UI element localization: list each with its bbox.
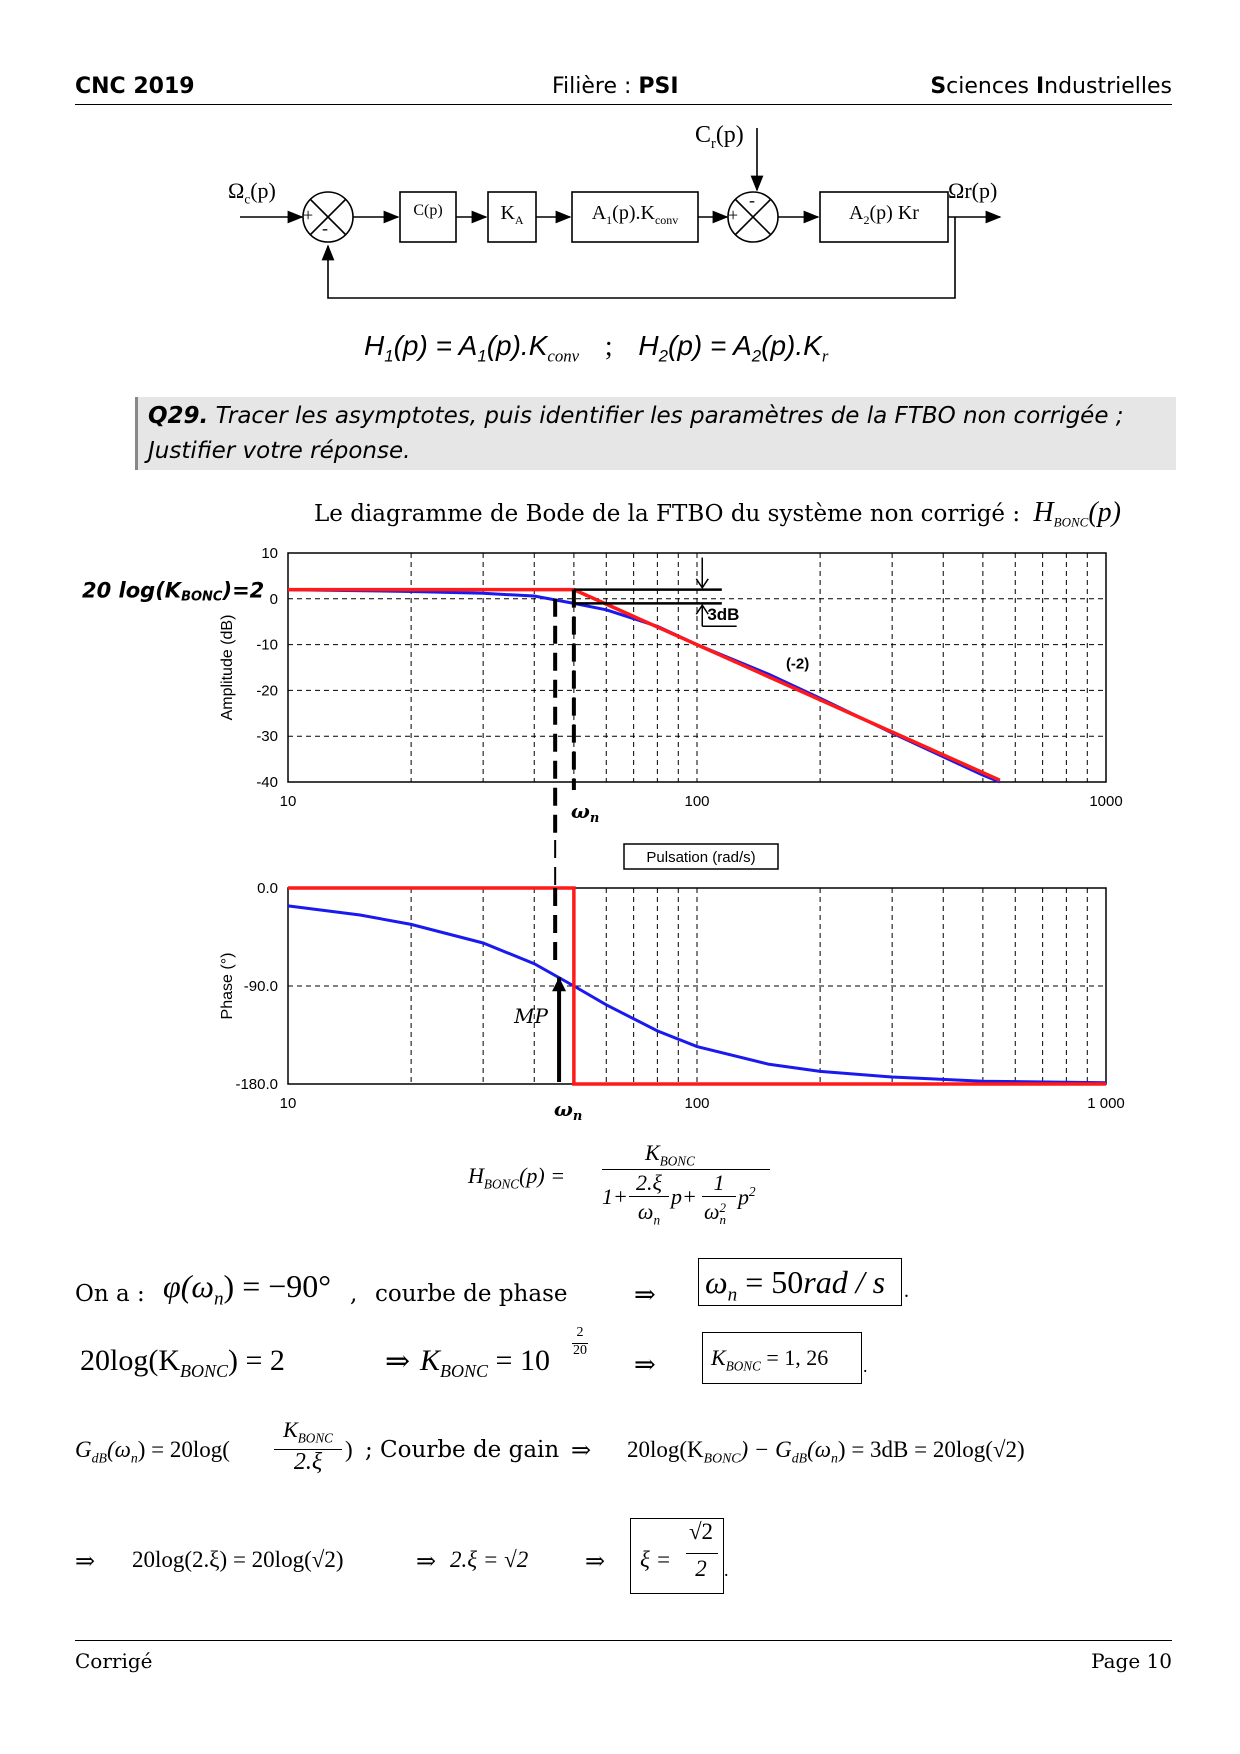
sum1-minus: - [322,218,328,238]
xi-bar [686,1553,718,1554]
bode2-x-tick: 1 000 [1087,1095,1125,1112]
bode2-series-blue [288,906,1106,1083]
k-bonc-result: $K_{BONC} = 1$, 26 [702,1332,862,1384]
block-a2-label: $A_2(p)$ Kr [849,202,919,227]
block-ka-label: $K_A$ [500,202,524,227]
bode1-y-tick: -10 [256,636,278,654]
header-left: CNC 2019 [75,74,195,99]
l1-comma: , [350,1281,358,1307]
l2-exp-den: 20 [573,1343,587,1358]
l2-k-eq: $K_{BONC} = 10$ [420,1344,550,1381]
bode2-x-tick: 100 [684,1095,710,1112]
block-a1-label: $A_1(p).K_{conv}$ [591,202,679,227]
sum2-minus: - [749,190,755,210]
bode2-mp-label: MP [514,1004,549,1029]
footer-left: Corrigé [75,1649,153,1673]
bode2-x-label: Pulsation (rad/s) [646,849,756,866]
sum1-plus: + [303,205,314,225]
l3-text: ; Courbe de gain [365,1437,560,1463]
input-label: $\Omega_c(p)$ [228,178,276,207]
bode1-3db-label: 3dB [707,604,740,624]
hbonc-den-frac2-bar [702,1196,736,1197]
bode2-y-tick: -180.0 [235,1076,278,1093]
bode2-y-label: Phase (°) [219,952,236,1020]
l1-text: courbe de phase [375,1281,568,1307]
question-text: Q29. Tracer les asymptotes, puis identifier les paramètres de la FTBO non corrigée ; Justifier votre réponse. [148,403,1124,464]
bode1-y-tick: 10 [261,545,278,562]
l1-prefix: On a : [75,1281,145,1307]
xi-num: √2 [688,1519,714,1544]
hbonc-lhs: $H_{BONC}(p)$ = [468,1163,566,1192]
l1-phase-eq: $\varphi(\omega_n) = -90^\circ$ [163,1268,332,1310]
xi-lhs: ξ = [640,1547,672,1572]
hbonc-den-one: 1+ [602,1184,628,1209]
l3-frac-den: 2.ξ [293,1449,323,1475]
bode2-y-tick: -90.0 [243,978,278,995]
bode1-y-tick: -30 [256,728,278,746]
bode1-x-tick: 10 [279,793,297,810]
header-right: Sciences Industrielles [930,74,1172,99]
l3-gain-lhs: $G_{dB}(\omega_n) = 20\log$( [75,1437,230,1466]
question-box [135,397,1176,470]
disturbance-label: $C_r(p)$ [695,122,744,152]
l2-lhs: $20\log(K_{BONC}) = 2$ [80,1344,285,1381]
bode2-wn-label: $\omega_n$ [553,1097,583,1124]
bode1-kbonc-label: 20 log(KBONC)=2 [82,578,265,605]
l2-exp-num: 2 [576,1325,584,1340]
l4-b: 2.ξ = √2 [450,1547,529,1572]
l2-arrow2: ⇒ [634,1350,656,1379]
block-cp-label: C(p) [413,202,443,219]
header-center: Filière : PSI [552,74,679,99]
l2-dot: . [863,1356,868,1376]
l4-arrow2: ⇒ [416,1549,437,1575]
bode1-x-tick: 100 [684,793,710,810]
hbonc-den-frac1-den: $\omega_n$ [637,1199,661,1228]
hbonc-den-p: p+ [671,1184,697,1209]
bode1-frame [288,553,1106,782]
bode2-y-tick: 0.0 [257,880,278,897]
bode2-x-tick: 10 [279,1095,297,1112]
hbonc-numerator: $K_{BONC}$ [645,1140,695,1169]
footer-rule [75,1640,1172,1641]
bode1-series-red [288,590,1000,781]
bode1-x-tick: 1000 [1089,793,1123,810]
l4-arrow: ⇒ [75,1549,96,1575]
output-label: Ωr(p) [948,178,998,203]
bode-diagram [0,540,1240,1130]
l3-rhs: $20\log(K_{BONC}) - G_{dB}(\omega_n) = 3dB = 20\log(√2)$ [627,1437,1025,1466]
l3-close: ) [345,1437,353,1462]
bode1-y-tick: 0 [269,590,278,608]
omega-n-result: $\omega_n = 50rad / s$ [698,1258,902,1306]
hbonc-fraction-bar [602,1169,770,1170]
l4-arrow3: ⇒ [585,1549,606,1575]
bode1-y-tick: -20 [256,682,278,700]
bode1-wn-label: $\omega_n$ [570,799,600,826]
transfer-definitions: $H_1(p) = A_1(p).K_{conv}$ ; $H_2(p) = A_2(p).K_r$ [364,330,829,366]
bode1-series-blue [288,590,1000,782]
header-rule [75,104,1172,105]
footer-right: Page 10 [1091,1649,1172,1673]
bode1-slope-label: (-2) [785,655,810,673]
l3-arrow: ⇒ [571,1438,592,1464]
sum2-plus: + [728,205,739,225]
l4-dot: . [724,1560,729,1580]
hbonc-den-frac2-den: ω2 n [704,1199,727,1227]
l3-frac-num: $K_{BONC}$ [283,1417,333,1446]
l4-a: 20log(2.ξ) = 20log(√2) [132,1547,344,1572]
l2-arrow: ⇒ [385,1345,411,1378]
bode-caption: Le diagramme de Bode de la FTBO du système non corrigé : $H_{BONC}(p)$ [314,497,1121,530]
hbonc-den-frac2-num: 1 [713,1170,725,1195]
bode1-y-tick: -40 [256,774,278,791]
l1-dot: . [904,1280,909,1302]
bode1-y-label: Amplitude (dB) [219,614,236,721]
hbonc-den-frac1-bar [629,1196,669,1197]
hbonc-den-p2: $p^2$ [738,1184,756,1210]
xi-den: 2 [695,1556,707,1581]
hbonc-den-frac1-num: 2.ξ [636,1170,662,1195]
l1-arrow: ⇒ [634,1280,656,1309]
